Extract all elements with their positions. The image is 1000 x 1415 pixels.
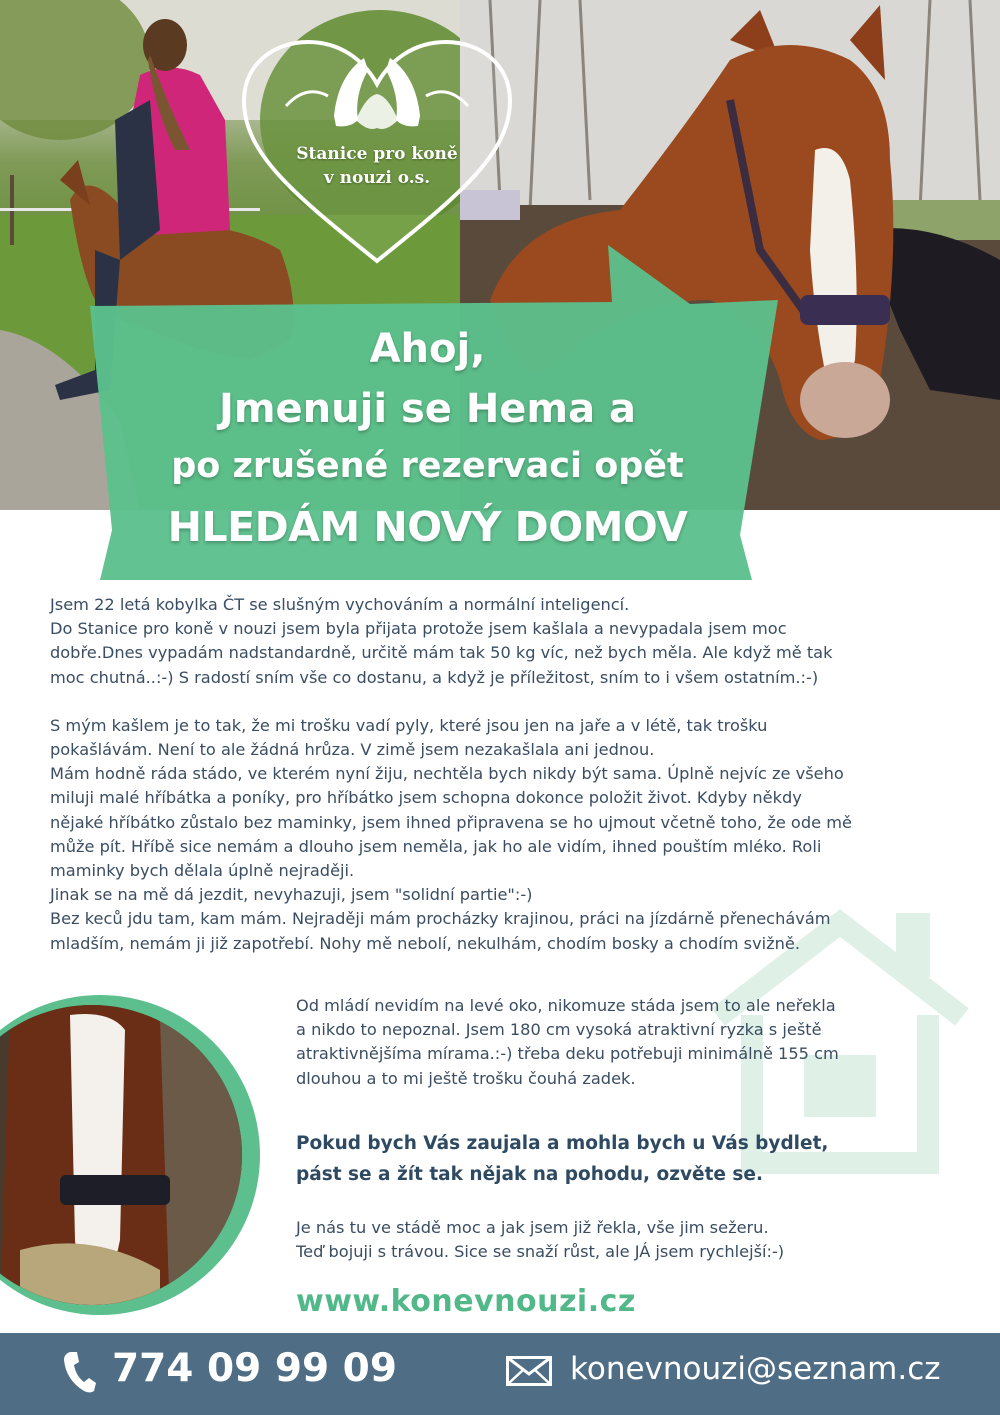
headline-greeting: Ahoj, <box>369 326 486 372</box>
text-line: miluji malé hříbátka a poníky, pro hříbátko jsem schopna dokonce položit život. Kdyby někdy <box>50 788 802 808</box>
envelope-icon <box>506 1356 552 1386</box>
text-line: Do Stanice pro koně v nouzi jsem byla přijata protože jsem kašlala a nevypadala jsem moc <box>50 619 787 639</box>
text-line: nějaké hříbátko zůstalo bez maminky, jsem ihned připravena se ho ujmout včetně toho, že ode mě <box>50 812 852 832</box>
headline-reservation: po zrušené rezervaci opět <box>171 446 684 486</box>
text-line: Od mládí nevidím na levé oko, nikomuze stáda jsem to ale neřekla <box>296 996 836 1015</box>
text-line: Teď bojuji s trávou. Sice se snaží růst, ale JÁ jsem rychlejší:-) <box>296 1242 785 1262</box>
story-text <box>50 593 950 956</box>
text-line: Bez keců jdu tam, kam mám. Nejraději mám procházky krajinou, práci na jízdárně přenechávám <box>50 909 831 929</box>
paragraph-gap <box>50 690 950 714</box>
headline-looking-for-home: HLEDÁM NOVÝ DOMOV <box>167 503 688 551</box>
logo-name-line1: Stanice pro koně <box>296 144 458 164</box>
email-address[interactable]: konevnouzi@seznam.cz <box>570 1351 941 1387</box>
text-line: Pokud bych Vás zaujala a mohla bych u Vás bydlet, <box>296 1133 829 1154</box>
call-to-action <box>296 1128 936 1190</box>
description-text <box>296 994 936 1091</box>
text-line: atraktivnějšíma mírama.:-) třeba deku potřebuji minimálně 155 cm <box>296 1044 839 1064</box>
logo-name-line2: v nouzi o.s. <box>323 168 431 188</box>
text-line: S mým kašlem je to tak, že mi trošku vadí pyly, které jsou jen na jaře a v létě, tak trošku <box>50 715 768 735</box>
text-line: Jinak se na mě dá jezdit, nevyhazuji, jsem "solidní partie":-) <box>50 885 533 905</box>
text-line: moc chutná..:-) S radostí sním vše co dostanu, a když je příležitost, sním to i všem ostatním.:-) <box>50 667 819 687</box>
text-line: Je nás tu ve stádě moc a jak jsem již řekla, vše jim sežeru. <box>296 1218 769 1237</box>
closing-text <box>296 1216 936 1264</box>
phone-number[interactable]: 774 09 99 09 <box>112 1346 397 1391</box>
text-line: mladším, nemám ji již zapotřebí. Nohy mě nebolí, nekulhám, chodím bosky a chodím svižně. <box>50 933 801 953</box>
text-line: pokašlávám. Není to ale žádná hrůza. V zimě jsem nezakašlala ani jednou. <box>50 740 655 760</box>
website-link[interactable]: www.konevnouzi.cz <box>296 1284 636 1319</box>
text-line: dobře.Dnes vypadám nadstandardně, určitě mám tak 50 kg víc, než bych měla. Ale když mě tak <box>50 643 833 663</box>
phone-icon <box>62 1350 98 1394</box>
text-line: maminky bych dělala úplně nejraději. <box>50 861 355 881</box>
headline-name: Jmenuji se Hema a <box>218 386 637 432</box>
text-line: může pít. Hříbě sice nemám a dlouho jsem neměla, jak ho ale vidím, ihned pouštím mléko. Roli <box>50 836 822 856</box>
text-line: Mám hodně ráda stádo, ve kterém nyní žiju, nechtěla bych nikdy být sama. Úplně nejvíc ze všeho <box>50 764 844 784</box>
text-intro: Jsem 22 letá kobylka ČT se slušným vychováním a normální inteligencí. <box>50 595 630 614</box>
text-line: pást se a žít tak nějak na pohodu, ozvěte se. <box>296 1164 764 1185</box>
text-line: dlouhou a to mi ještě trošku čouhá zadek. <box>296 1068 636 1088</box>
text-line: a nikdo to nepoznal. Jsem 180 cm vysoká atraktivní ryzka s ještě <box>296 1020 822 1040</box>
photo-horse-closeup <box>0 990 260 1320</box>
